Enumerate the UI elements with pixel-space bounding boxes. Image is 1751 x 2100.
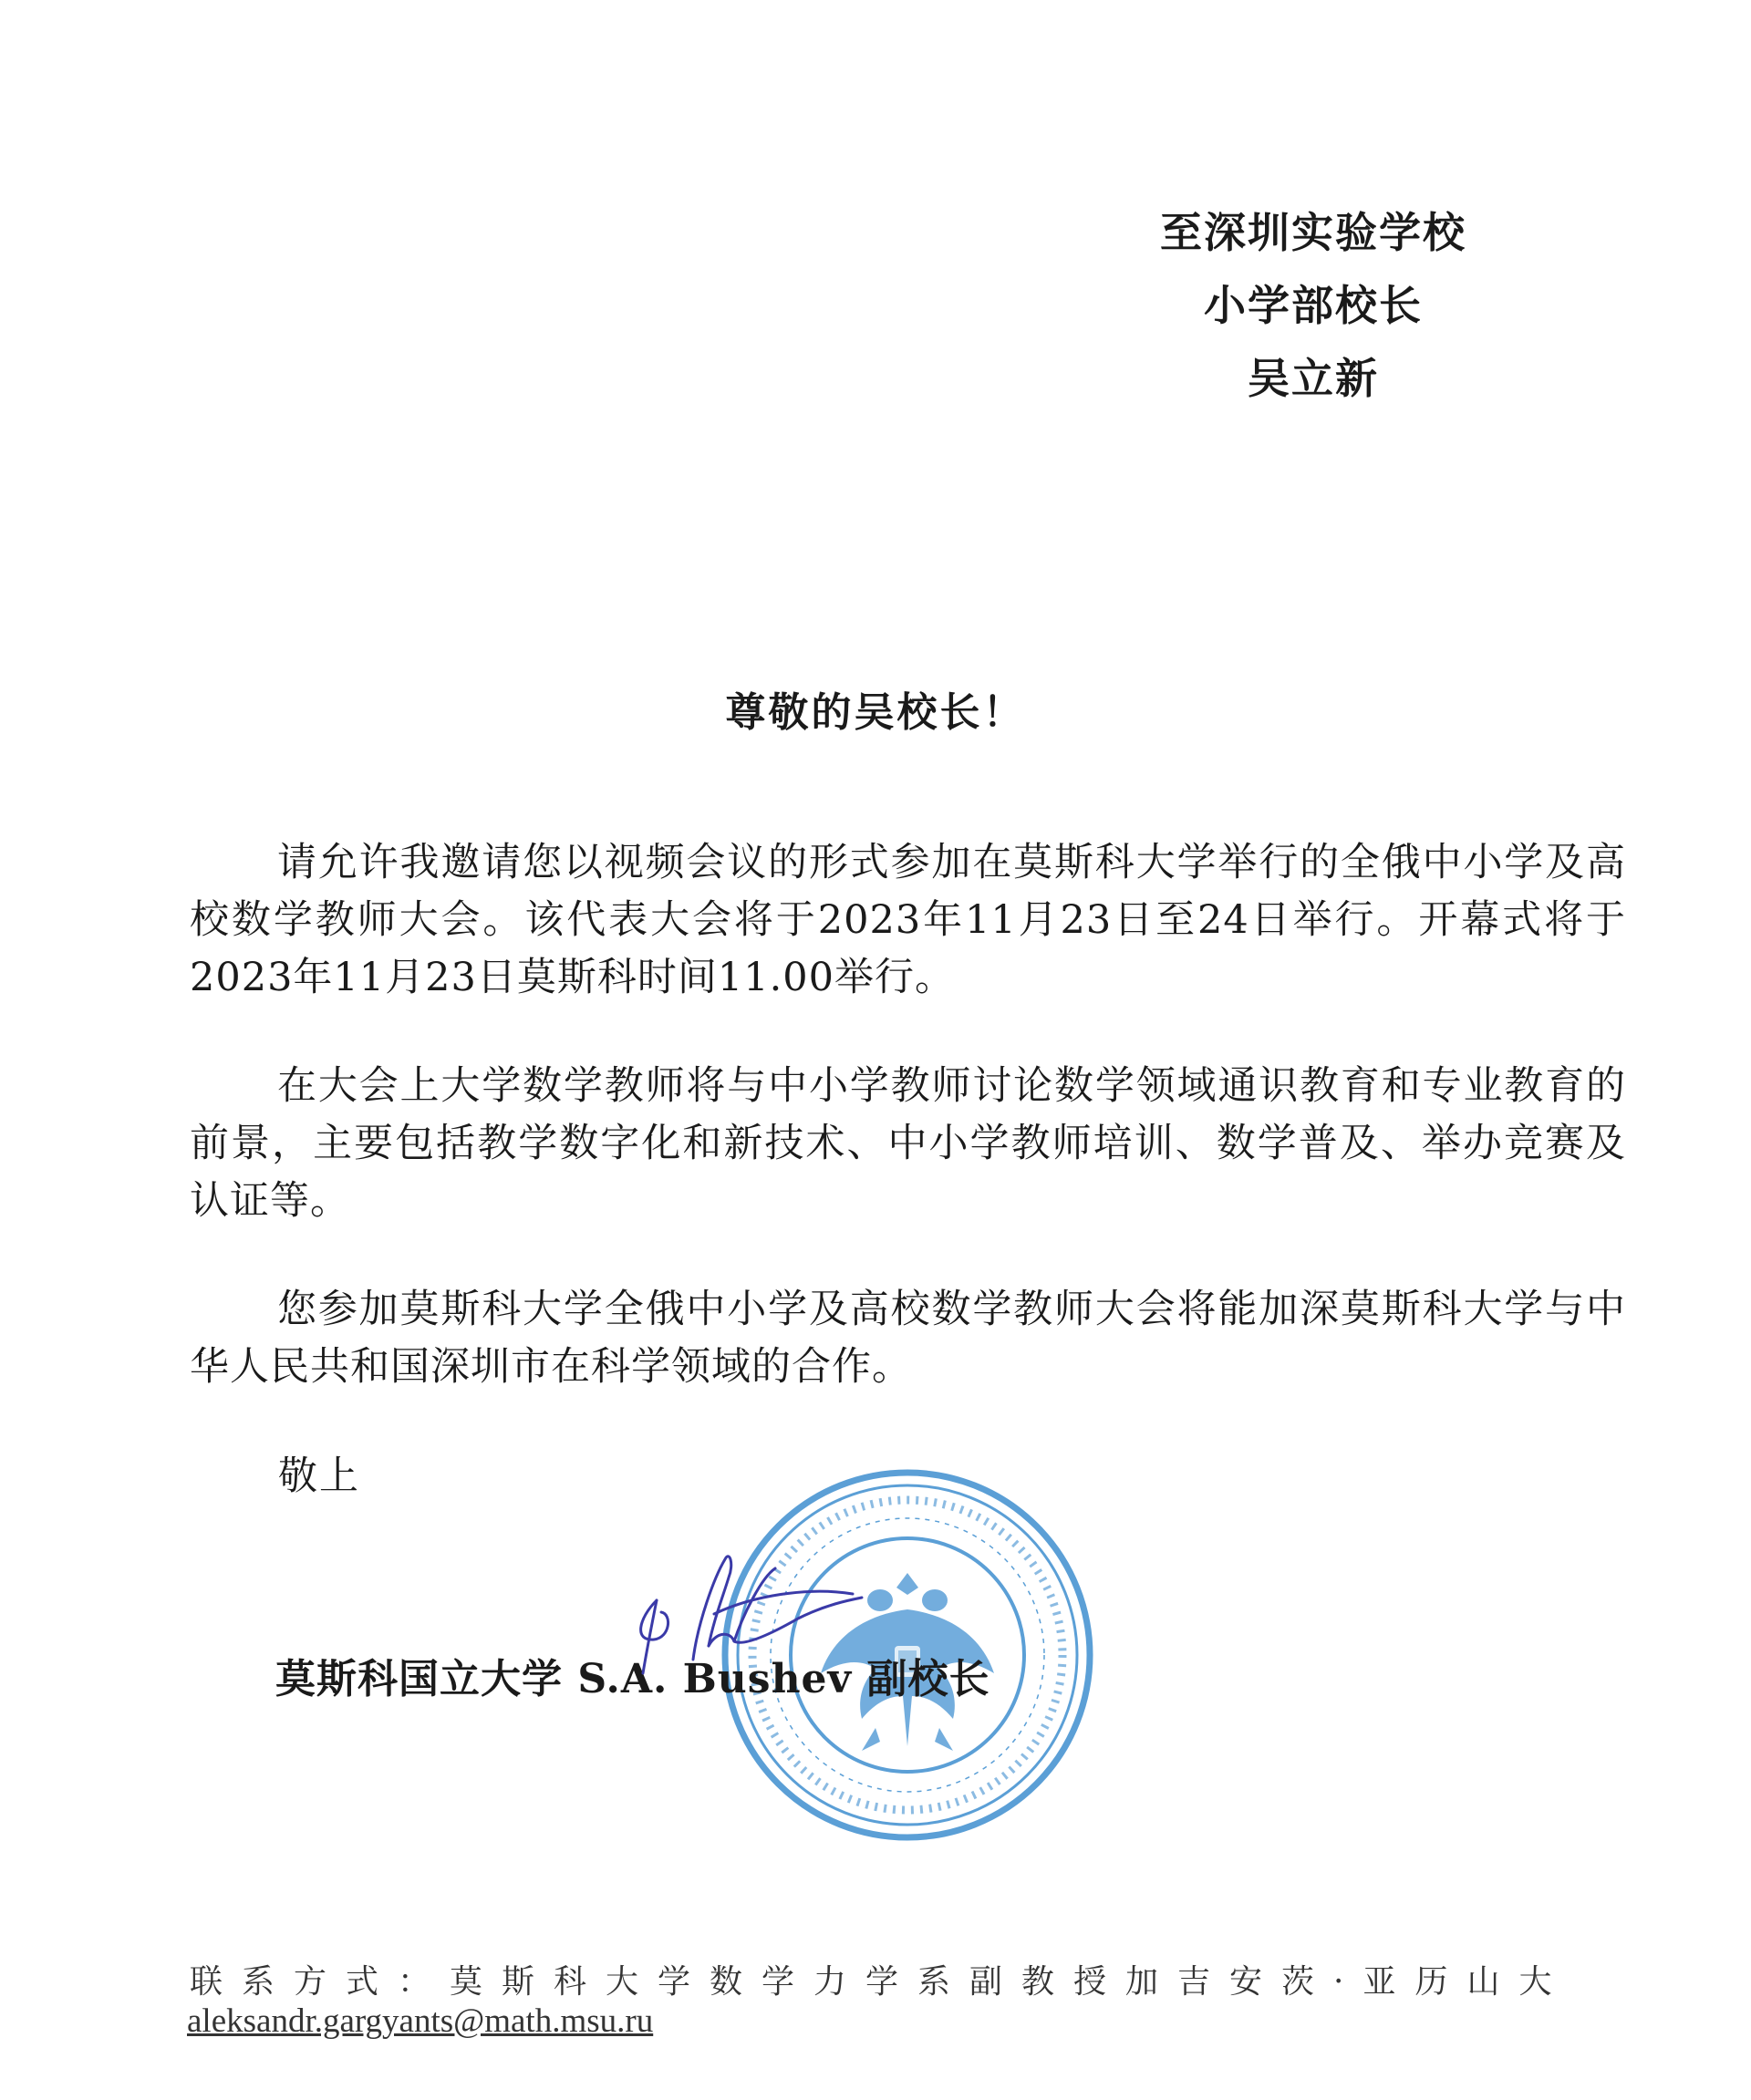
footer-contact: 联系方式：莫斯科大学数学力学系副教授加吉安茨·亚历山大: [190, 1963, 1571, 2001]
recipient-title: 小学部校长: [1204, 281, 1423, 330]
footer-email-link[interactable]: aleksandr.gargyants@math.msu.ru: [187, 2002, 654, 2040]
recipient-block: [1094, 196, 1532, 415]
body-paragraph-2: 在大会上大学数学教师将与中小学教师讨论数学领域通识教育和专业教育的前景，主要包括教学数字化和新技术、中小学教师培训、数学普及、举办竞赛及认证等。: [190, 1063, 1626, 1224]
closing: 敬上: [278, 1453, 360, 1499]
signer-name: 莫斯科国立大学 S.A. Bushev 副校长: [275, 1656, 990, 1702]
body-paragraph-3: 您参加莫斯科大学全俄中小学及高校数学教师大会将能加深莫斯科大学与中华人民共和国深圳市在科学领域的合作。: [190, 1287, 1626, 1390]
handwritten-signature-icon: [606, 1523, 880, 1696]
salutation: 尊敬的吴校长！: [725, 689, 1026, 736]
recipient-name: 吴立新: [1248, 354, 1379, 403]
recipient-school: 至深圳实验学校: [1160, 208, 1466, 257]
body-paragraph-1: 请允许我邀请您以视频会议的形式参加在莫斯科大学举行的全俄中小学及高校数学教师大会。该代表大会将于2023年11月23日至24日举行。开幕式将于2023年11月23日莫斯科时间11.00举行。: [190, 840, 1626, 1000]
